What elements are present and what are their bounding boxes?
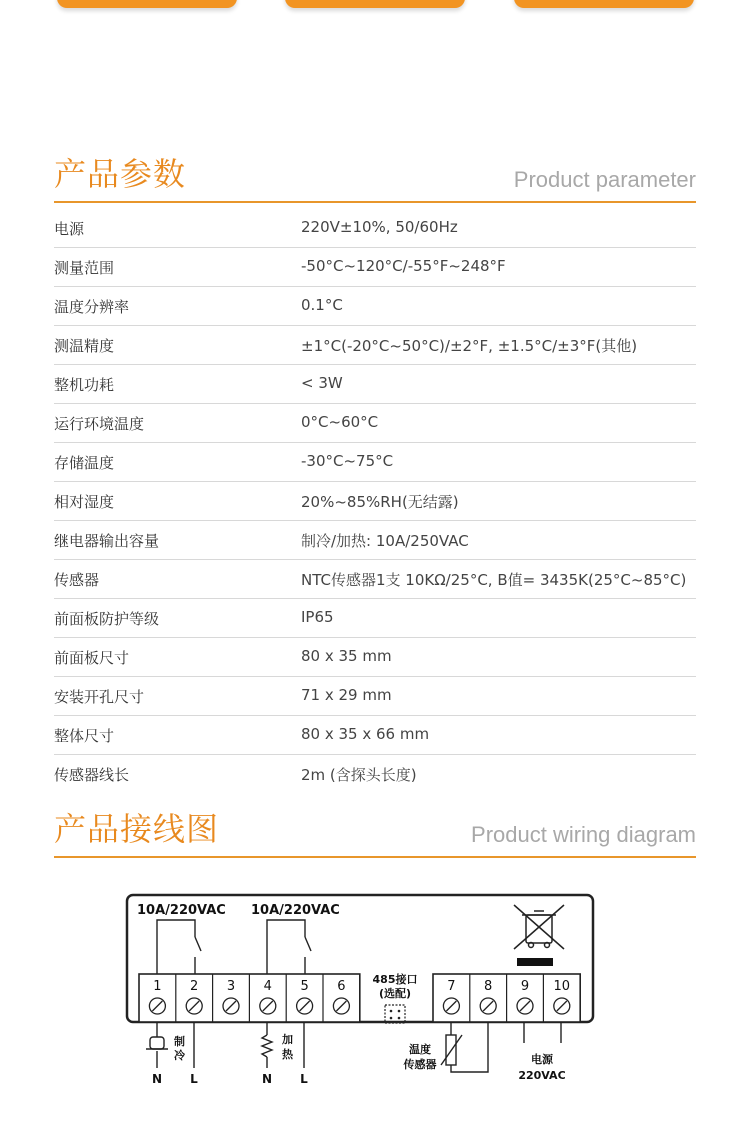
top-tab-middle[interactable] — [285, 0, 465, 8]
param-value: -30°C~75°C — [301, 452, 394, 470]
param-key: 温度分辨率 — [54, 298, 130, 316]
param-row — [54, 638, 696, 677]
param-value: 220V±10%, 50/60Hz — [301, 218, 458, 236]
param-value: 71 x 29 mm — [301, 686, 392, 704]
param-row — [54, 287, 696, 326]
param-row — [54, 404, 696, 443]
param-row — [54, 365, 696, 404]
param-value: 制冷/加热: 10A/250VAC — [301, 532, 469, 550]
param-value: -50°C~120°C/-55°F~248°F — [301, 257, 506, 275]
sensor-label-2: 传感器 — [403, 1058, 437, 1071]
relay2-contact — [267, 920, 311, 974]
param-row — [54, 677, 696, 716]
terminal-number: 7 — [447, 979, 456, 994]
param-row — [54, 326, 696, 365]
param-key: 前面板尺寸 — [54, 649, 130, 667]
port-485-label: 485接口 — [372, 973, 418, 986]
param-value: NTC传感器1支 10KΩ/25°C, B值= 3435K(25°C~85°C) — [301, 571, 687, 589]
weee-bin-icon — [514, 905, 564, 949]
port-485-note: (选配) — [378, 987, 412, 1000]
power-label-1: 电源 — [531, 1053, 553, 1066]
terminal-number: 10 — [553, 979, 571, 994]
param-row — [54, 560, 696, 599]
terminal-number: 8 — [484, 979, 493, 994]
cooling-label-1: 制 — [174, 1035, 185, 1048]
param-key: 整机功耗 — [54, 376, 115, 394]
relay1-rating: 10A/220VAC — [137, 903, 226, 918]
param-value: 80 x 35 mm — [301, 647, 392, 665]
param-key: 传感器线长 — [54, 766, 130, 784]
param-key: 测温精度 — [54, 337, 115, 355]
param-key: 继电器输出容量 — [54, 532, 160, 550]
power-label-2: 220VAC — [518, 1069, 566, 1082]
param-value: 20%~85%RH(无结露) — [301, 493, 459, 511]
relay1-contact — [157, 920, 201, 974]
terminal-block-right — [433, 974, 580, 1022]
param-value: ±1°C(-20°C~50°C)/±2°F, ±1.5°C/±3°F(其他) — [301, 337, 638, 355]
wire-n1-label: N — [151, 1072, 163, 1086]
param-key: 整体尺寸 — [54, 727, 115, 745]
param-row — [54, 521, 696, 560]
heating-label-2: 热 — [282, 1048, 293, 1061]
relay2-rating: 10A/220VAC — [251, 903, 340, 918]
wire-l1-label: L — [190, 1072, 198, 1086]
external-wiring — [146, 1022, 561, 1072]
wiring-section-header — [54, 810, 696, 858]
terminal-number: 5 — [300, 979, 309, 994]
param-row — [54, 443, 696, 482]
param-value: 2m (含探头长度) — [301, 766, 417, 784]
param-key: 测量范围 — [54, 259, 115, 277]
wiring-title-zh: 产品接线图 — [54, 810, 220, 848]
param-row — [54, 209, 696, 248]
weee-bar — [517, 958, 553, 966]
param-value: 0°C~60°C — [301, 413, 379, 431]
terminal-number: 9 — [520, 979, 530, 994]
terminal-number: 1 — [153, 979, 162, 994]
sensor-label-1: 温度 — [409, 1043, 431, 1056]
param-row — [54, 599, 696, 638]
port-485-connector[interactable] — [385, 1005, 405, 1023]
wiring-diagram — [110, 885, 600, 1095]
wiring-title-en: Product wiring diagram — [471, 822, 696, 847]
param-key: 存储温度 — [54, 454, 115, 472]
param-key: 相对湿度 — [54, 493, 115, 511]
terminal-number: 3 — [226, 979, 236, 994]
params-section-header — [54, 155, 696, 203]
param-key: 前面板防护等级 — [54, 610, 160, 628]
param-value: < 3W — [301, 374, 343, 392]
heating-label-1: 加 — [282, 1033, 293, 1046]
cooling-label-2: 冷 — [174, 1049, 185, 1062]
wire-n2-label: N — [261, 1072, 273, 1086]
param-key: 运行环境温度 — [54, 415, 145, 433]
wire-l2-label: L — [300, 1072, 308, 1086]
param-row — [54, 482, 696, 521]
param-value: 0.1°C — [301, 296, 343, 314]
param-row — [54, 248, 696, 287]
param-row — [54, 755, 696, 793]
param-row — [54, 716, 696, 755]
param-value: IP65 — [301, 608, 334, 626]
params-title-zh: 产品参数 — [54, 155, 187, 193]
terminal-number: 4 — [263, 979, 272, 994]
params-table — [54, 209, 696, 793]
terminal-number: 2 — [190, 979, 199, 994]
params-title-en: Product parameter — [513, 167, 696, 192]
param-key: 电源 — [54, 220, 85, 238]
top-tab-left[interactable] — [57, 0, 237, 8]
param-key: 传感器 — [54, 571, 100, 589]
top-tab-right[interactable] — [514, 0, 694, 8]
terminal-number: 6 — [337, 979, 346, 994]
param-key: 安装开孔尺寸 — [54, 688, 145, 706]
terminal-block-left — [139, 974, 360, 1022]
param-value: 80 x 35 x 66 mm — [301, 725, 430, 743]
